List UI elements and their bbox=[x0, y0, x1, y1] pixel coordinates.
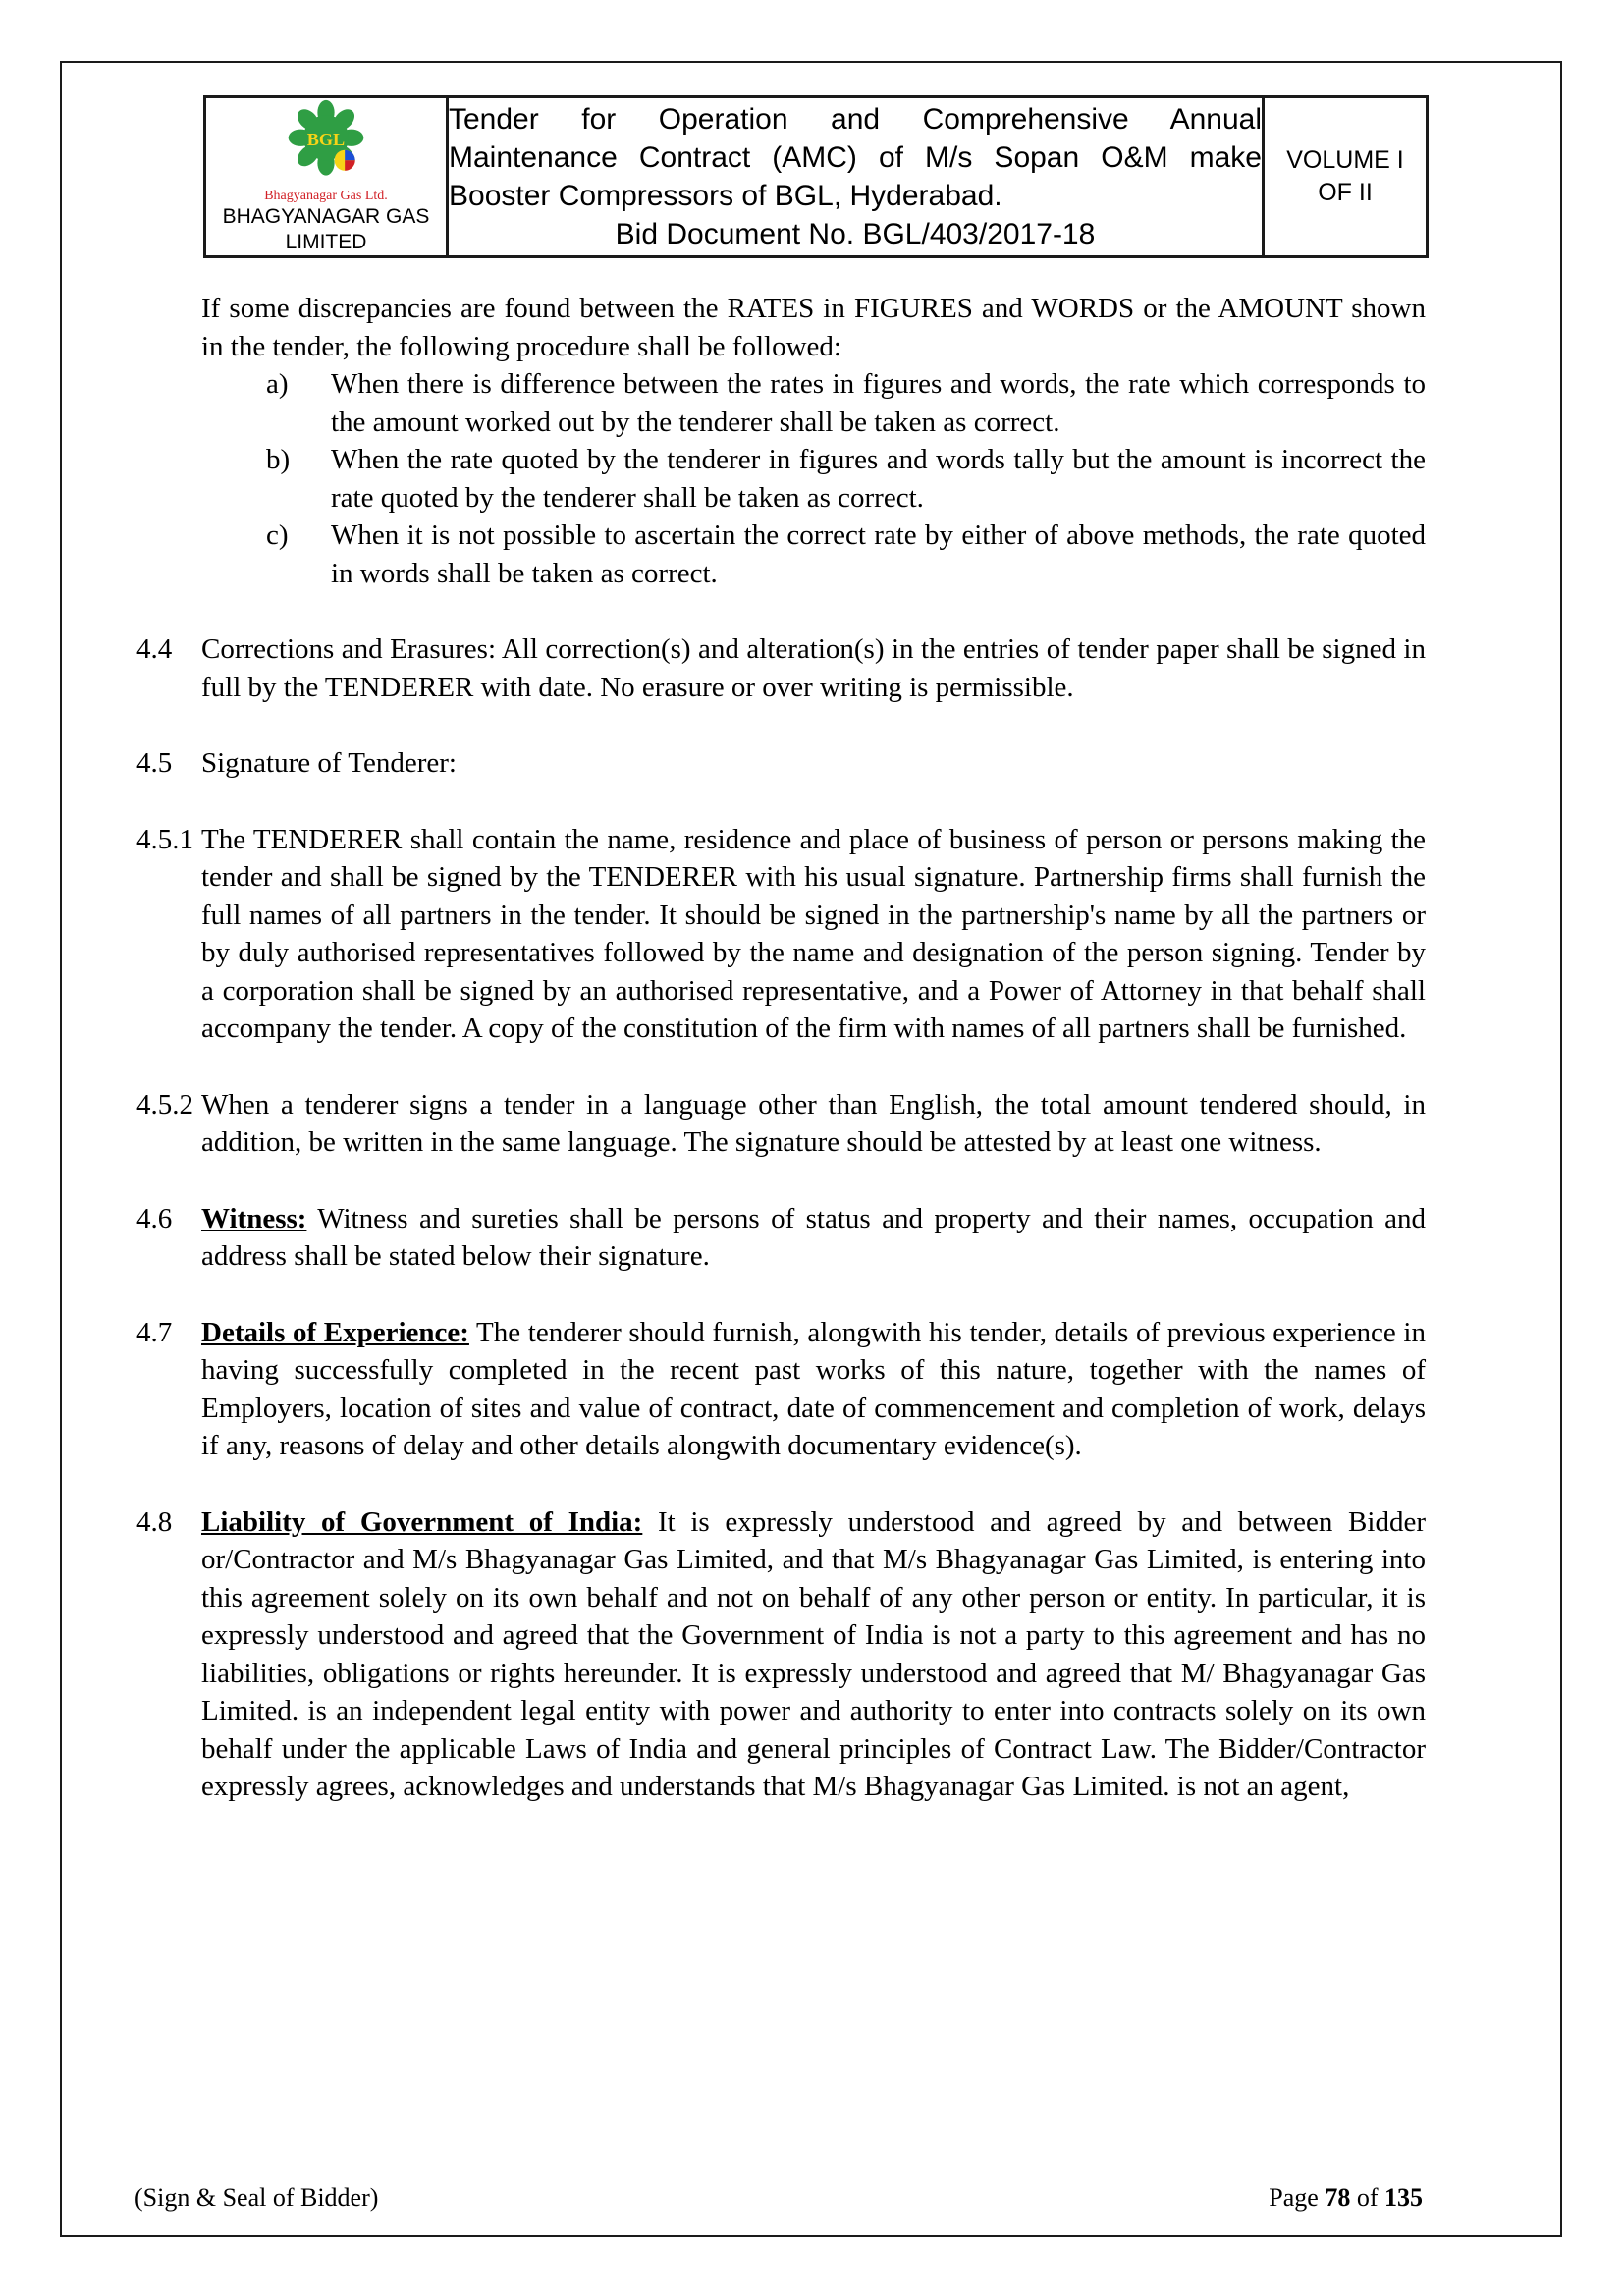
section-lead-4-8: Liability of Government of India: bbox=[201, 1505, 643, 1538]
section-number-4-7: 4.7 bbox=[136, 1316, 173, 1348]
page-number bbox=[1269, 2182, 1423, 2214]
section-text-4-8 bbox=[201, 1503, 1426, 1806]
section-body-4-5-2: When a tenderer signs a tender in a language other than English, the total amount tendered should, in addition, be written in the same language. The signature should be attested by at least one witness. bbox=[201, 1088, 1426, 1158]
section-text-4-5-1 bbox=[201, 821, 1426, 1048]
logo-cell bbox=[205, 97, 448, 257]
page-footer bbox=[135, 2182, 1423, 2214]
section-4-7 bbox=[136, 1314, 1426, 1465]
section-body-4-7: The tenderer should furnish, alongwith his tender, details of previous experience in having successfully completed in the recent past works of this nature, together with the names of Employers, location of sites and value of contract, date of commencement and completion of work, delays if any, reasons of delay and other details alongwith documentary evidence(s). bbox=[201, 1316, 1426, 1461]
section-number-4-4: 4.4 bbox=[136, 633, 173, 665]
title-cell bbox=[448, 97, 1264, 257]
logo-acronym: BGL bbox=[306, 129, 346, 149]
org-name-line1: BHAGYANAGAR GAS bbox=[222, 205, 430, 228]
section-4-5 bbox=[136, 744, 1426, 783]
list-text-b: When the rate quoted by the tenderer in figures and words tally but the amount is incorrect the rate quoted by the tenderer shall be taken as correct. bbox=[331, 444, 1426, 514]
section-4-5-1 bbox=[136, 821, 1426, 1048]
section-number-4-5-2: 4.5.2 bbox=[136, 1088, 193, 1121]
list-label-a: a) bbox=[266, 368, 289, 400]
section-body-4-5: Signature of Tenderer: bbox=[201, 747, 457, 779]
logo-globe-blue-segment bbox=[345, 150, 355, 161]
section-4-4 bbox=[136, 630, 1426, 706]
bgl-logo-icon bbox=[281, 98, 371, 189]
section-4-8 bbox=[136, 1503, 1426, 1806]
of-word: of bbox=[1350, 2183, 1384, 2212]
section-body-4-5-1: The TENDERER shall contain the name, residence and place of business of person or persons making the tender and shall be signed by the TENDERER with his usual signature. Partnership firms shall furnish the full names of all partners in the tender. It should be signed in the partnership's name by all the partners or by duly authorised representatives followed by the name and designation of the person signing. Tender by a corporation shall be signed by an authorised representative, and a Power of Attorney in that behalf shall accompany the tender. A copy of the constitution of the firm with names of all partners shall be furnished. bbox=[201, 823, 1426, 1044]
page-current: 78 bbox=[1325, 2183, 1351, 2212]
bid-document-number: Bid Document No. BGL/403/2017-18 bbox=[615, 218, 1096, 250]
section-body-4-4: Corrections and Erasures: All correction(s) and alteration(s) in the entries of tender paper shall be signed in full by the TENDERER with date. No erasure or over writing is permissible. bbox=[201, 633, 1426, 703]
logo-tagline: Bhagyanagar Gas Ltd. bbox=[264, 189, 388, 203]
section-number-4-8: 4.8 bbox=[136, 1505, 173, 1538]
page-total: 135 bbox=[1384, 2183, 1423, 2212]
list-item-b bbox=[136, 441, 1426, 517]
volume-line1: VOLUME I bbox=[1286, 146, 1404, 174]
section-body-4-6: Witness and sureties shall be persons of status and property and their names, occupation and address shall be stated below their signature. bbox=[201, 1202, 1426, 1272]
org-name-line2: LIMITED bbox=[285, 231, 367, 253]
page-border bbox=[60, 61, 1562, 2237]
list-item-c bbox=[136, 517, 1426, 592]
section-number-4-5-1: 4.5.1 bbox=[136, 823, 193, 855]
header-table bbox=[203, 95, 1429, 258]
volume-line2: OF II bbox=[1318, 179, 1373, 206]
volume-cell bbox=[1264, 97, 1428, 257]
document-body bbox=[136, 290, 1426, 1806]
intro-paragraph: If some discrepancies are found between the RATES in FIGURES and WORDS or the AMOUNT shown in the tender, the following procedure shall be followed: bbox=[201, 293, 1426, 362]
section-number-4-5: 4.5 bbox=[136, 747, 173, 779]
document-title: Tender for Operation and Comprehensive Annual Maintenance Contract (AMC) of M/s Sopan O&M make Booster Compressors of BGL, Hyderabad. bbox=[449, 103, 1262, 212]
list-item-a bbox=[136, 365, 1426, 441]
section-4-6 bbox=[136, 1200, 1426, 1276]
section-lead-4-6: Witness: bbox=[201, 1202, 307, 1234]
section-number-4-6: 4.6 bbox=[136, 1202, 173, 1234]
section-lead-4-7: Details of Experience: bbox=[201, 1316, 469, 1348]
section-text-4-6 bbox=[201, 1200, 1426, 1276]
list-text-c: When it is not possible to ascertain the correct rate by either of above methods, the rate quoted in words shall be taken as correct. bbox=[331, 519, 1426, 589]
sign-seal-note: (Sign & Seal of Bidder) bbox=[135, 2183, 379, 2212]
section-text-4-5-2 bbox=[201, 1086, 1426, 1162]
page-content bbox=[136, 95, 1426, 1806]
page-word: Page bbox=[1269, 2183, 1326, 2212]
list-text-a: When there is difference between the rates in figures and words, the rate which corresponds to the amount worked out by the tenderer shall be taken as correct. bbox=[331, 368, 1426, 438]
section-text-4-7 bbox=[201, 1314, 1426, 1465]
list-label-c: c) bbox=[266, 519, 289, 551]
section-text-4-4 bbox=[201, 630, 1426, 706]
section-body-4-8: It is expressly understood and agreed by and between Bidder or/Contractor and M/s Bhagyanagar Gas Limited, and that M/s Bhagyanagar Gas Limited, is entering into this agreement solely on its own behalf and not on behalf of any other person or entity. In particular, it is expressly understood and agreed that the Government of India is not a party to this agreement and has no liabilities, obligations or rights hereunder. It is expressly understood and agreed that M/ Bhagyanagar Gas Limited. is an independent legal entity with power and authority to enter into contracts solely on its own behalf under the applicable Laws of India and general principles of Contract Law. The Bidder/Contractor expressly agrees, acknowledges and understands that M/s Bhagyanagar Gas Limited. is not an agent, bbox=[201, 1505, 1426, 1802]
section-4-5-2 bbox=[136, 1086, 1426, 1162]
logo-globe-red-segment bbox=[345, 160, 355, 171]
section-text-4-5 bbox=[201, 744, 1426, 783]
list-label-b: b) bbox=[266, 444, 291, 475]
